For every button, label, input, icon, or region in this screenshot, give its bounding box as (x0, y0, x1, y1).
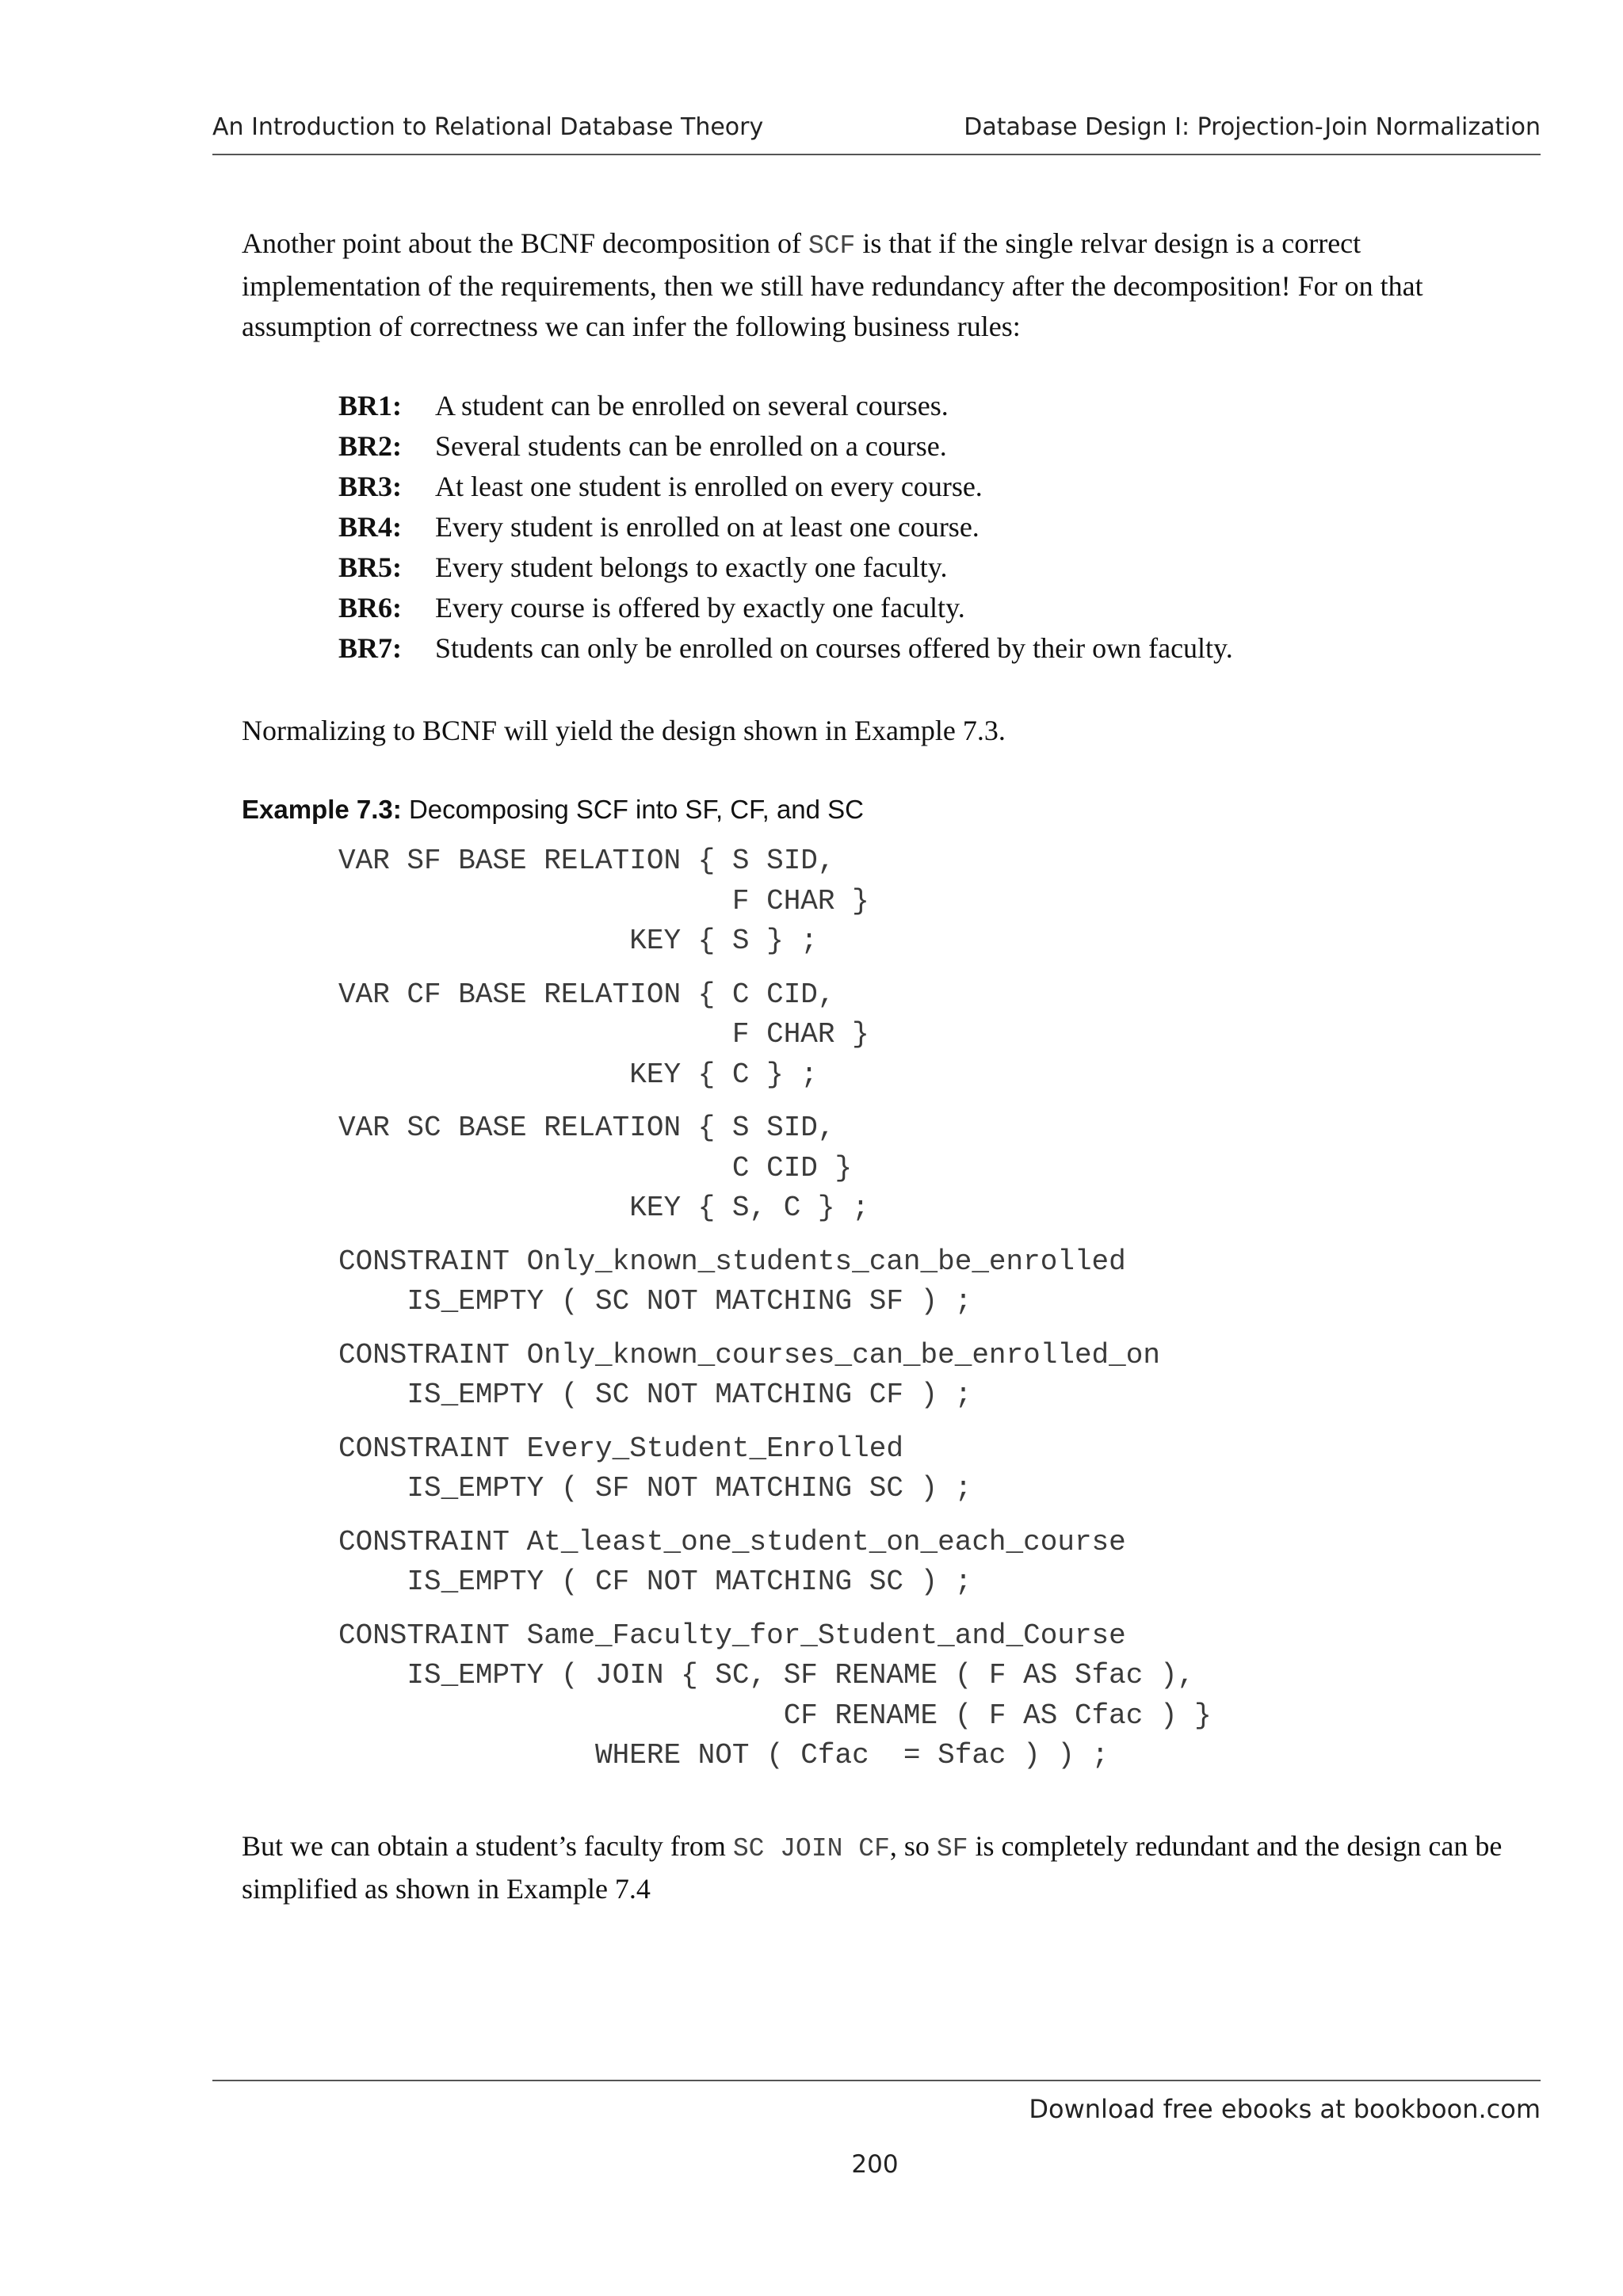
code-block (338, 1616, 1212, 1776)
code-block (338, 1429, 1212, 1509)
code-line: CONSTRAINT Only_known_students_can_be_enrolled (338, 1245, 1126, 1278)
code-line: CONSTRAINT Only_known_courses_can_be_enrolled_on (338, 1338, 1160, 1371)
example-caption (242, 791, 864, 828)
conclusion-code-sf: SF (936, 1834, 968, 1863)
code-line: C CID } (338, 1151, 853, 1184)
code-line: CF RENAME ( F AS Cfac ) } (338, 1699, 1212, 1732)
business-rule-text: Every student is enrolled on at least one course. (435, 511, 980, 543)
code-line: VAR CF BASE RELATION { C CID, (338, 978, 835, 1011)
business-rule-text: A student can be enrolled on several courses. (435, 390, 949, 421)
intro-text-2: is that if the single relvar design is a correct implementation of the requirements, then we still have redundancy after the decomposition! For on that assumption of correctness we can infer the following business rules: (242, 227, 1423, 342)
business-rule-label: BR5: (338, 551, 402, 583)
conclusion-text-3: is completely redundant and the design can be simplified as shown in Example 7.4 (242, 1830, 1503, 1905)
code-line: CONSTRAINT Every_Student_Enrolled (338, 1432, 903, 1465)
business-rule-text: Every student belongs to exactly one faculty. (435, 551, 948, 583)
business-rule-label: BR2: (338, 430, 402, 462)
code-line: IS_EMPTY ( SC NOT MATCHING SF ) ; (338, 1285, 972, 1318)
code-line: IS_EMPTY ( SF NOT MATCHING SC ) ; (338, 1472, 972, 1505)
conclusion-text-1: But we can obtain a student’s faculty from (242, 1830, 733, 1862)
code-line: VAR SC BASE RELATION { S SID, (338, 1112, 835, 1144)
code-block (338, 1108, 1212, 1229)
code-line: VAR SF BASE RELATION { S SID, (338, 845, 835, 877)
code-line: F CHAR } (338, 884, 869, 917)
footer-download-link[interactable]: Download free ebooks at bookboon.com (1029, 2094, 1541, 2124)
example-title-text: Decomposing SCF into SF, CF, and SC (401, 795, 865, 824)
page-number: 200 (851, 2150, 899, 2179)
intro-code-scf: SCF (808, 231, 856, 261)
normalizing-paragraph: Normalizing to BCNF will yield the design shown in Example 7.3. (242, 715, 1006, 746)
intro-text-1: Another point about the BCNF decomposition of (242, 227, 808, 259)
example-label: Example 7.3: (242, 795, 402, 824)
code-block (338, 1242, 1212, 1322)
business-rule-item (338, 507, 1233, 547)
code-line: KEY { C } ; (338, 1058, 818, 1091)
conclusion-paragraph (242, 1826, 1510, 1909)
business-rule-text: Every course is offered by exactly one faculty. (435, 592, 965, 624)
intro-paragraph (242, 223, 1510, 347)
header-chapter-title: Database Design I: Projection-Join Normalization (964, 113, 1541, 141)
business-rule-text: Several students can be enrolled on a course. (435, 430, 947, 462)
code-block (338, 1336, 1212, 1416)
business-rules-list (338, 386, 1233, 669)
code-listing (338, 841, 1212, 1790)
business-rule-item (338, 628, 1233, 669)
business-rule-label: BR6: (338, 592, 402, 624)
business-rule-item (338, 588, 1233, 628)
business-rule-text: Students can only be enrolled on courses offered by their own faculty. (435, 632, 1233, 664)
code-line: IS_EMPTY ( JOIN { SC, SF RENAME ( F AS Sfac ), (338, 1659, 1195, 1691)
business-rule-text: At least one student is enrolled on every course. (435, 471, 983, 502)
header-rule (212, 154, 1541, 155)
code-line: IS_EMPTY ( SC NOT MATCHING CF ) ; (338, 1379, 972, 1411)
code-line: KEY { S, C } ; (338, 1192, 869, 1224)
code-line: WHERE NOT ( Cfac = Sfac ) ) ; (338, 1739, 1109, 1772)
business-rule-item (338, 467, 1233, 507)
business-rule-item (338, 386, 1233, 426)
conclusion-text-2: , so (889, 1830, 937, 1862)
code-block (338, 975, 1212, 1096)
business-rule-item (338, 426, 1233, 467)
code-line: CONSTRAINT Same_Faculty_for_Student_and_Course (338, 1619, 1126, 1652)
code-block (338, 841, 1212, 962)
conclusion-code-sc-join-cf: SC JOIN CF (732, 1834, 890, 1863)
business-rule-label: BR7: (338, 632, 402, 664)
business-rule-label: BR4: (338, 511, 402, 543)
business-rule-item (338, 547, 1233, 588)
business-rule-label: BR3: (338, 471, 402, 502)
code-line: CONSTRAINT At_least_one_student_on_each_course (338, 1525, 1126, 1558)
code-line: F CHAR } (338, 1018, 869, 1051)
business-rule-label: BR1: (338, 390, 402, 421)
code-block (338, 1523, 1212, 1603)
footer-rule (212, 2080, 1541, 2081)
code-line: IS_EMPTY ( CF NOT MATCHING SC ) ; (338, 1566, 972, 1598)
header-book-title: An Introduction to Relational Database Theory (212, 113, 764, 141)
code-line: KEY { S } ; (338, 925, 818, 957)
